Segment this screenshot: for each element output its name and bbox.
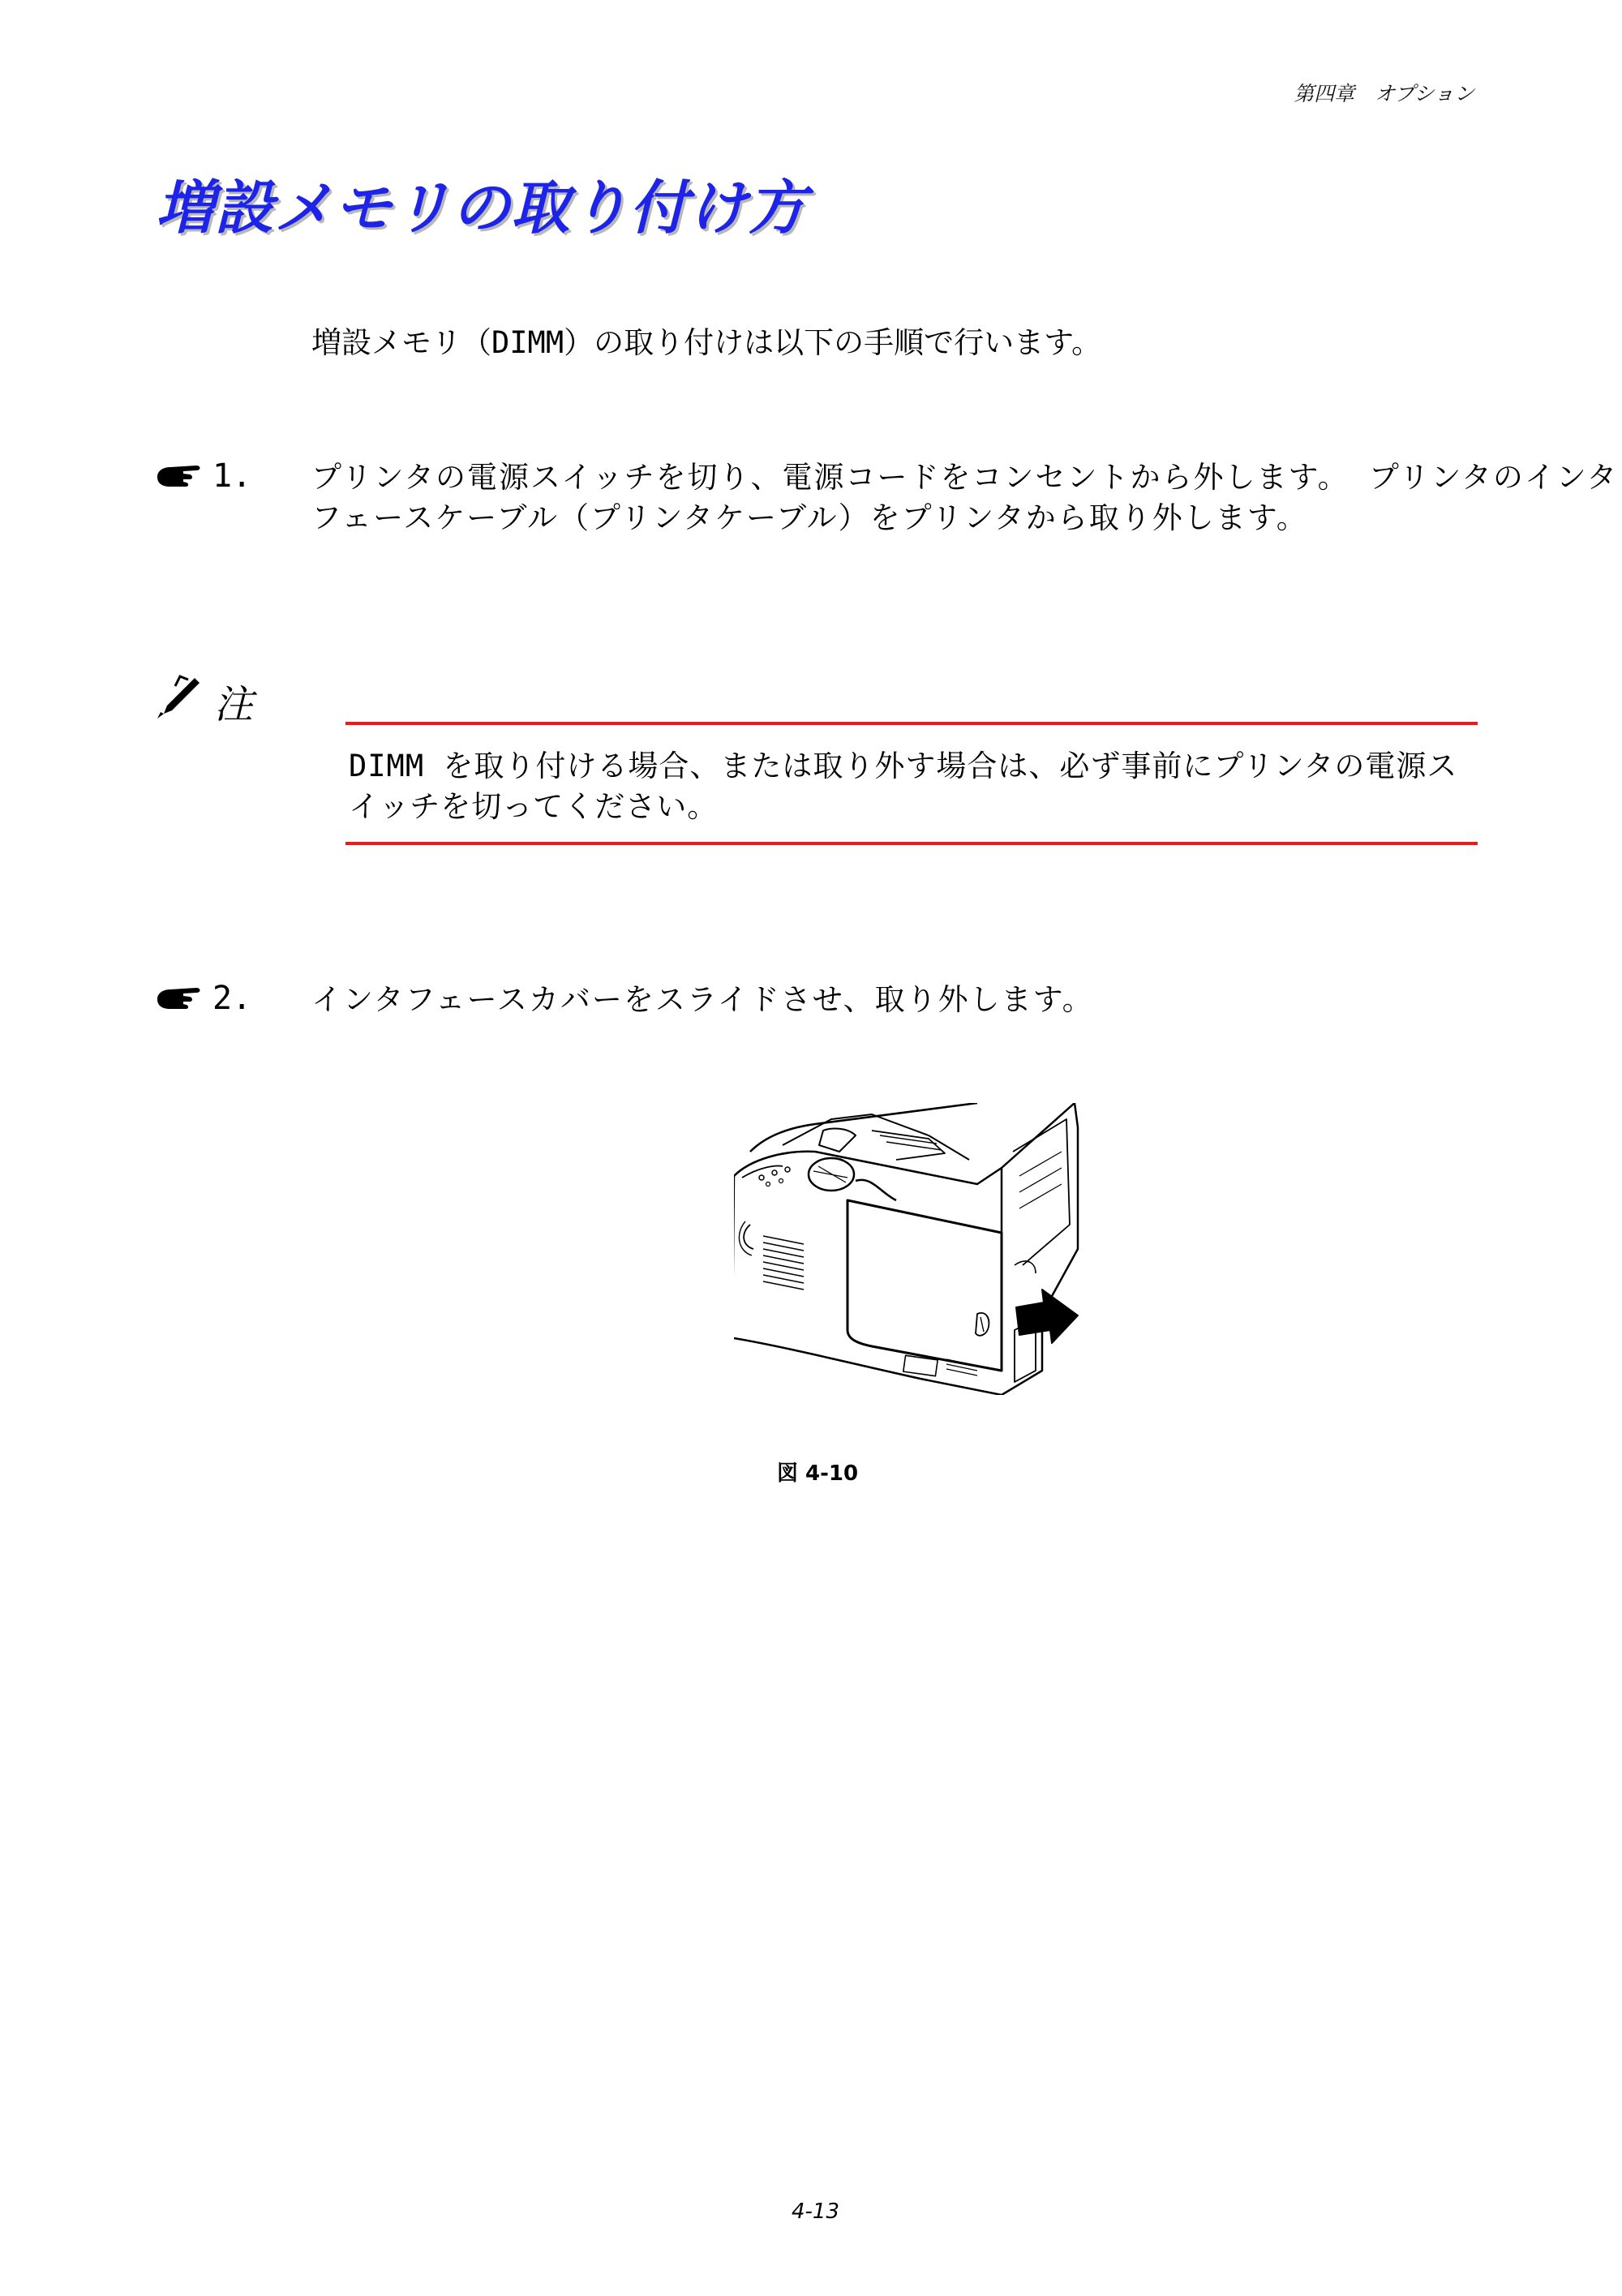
step-text: インタフェースカバーをスライドさせ、取り外します。 <box>311 982 1094 1017</box>
page-number: 4-13 <box>792 2199 840 2224</box>
figure-caption: 図 4-10 <box>777 1461 859 1486</box>
page-title: 増設メモリの取り付け方 <box>156 174 808 242</box>
printer-illustration <box>734 1103 1091 1395</box>
step-number: 2. <box>212 980 252 1017</box>
pointing-hand-icon <box>156 981 204 1011</box>
pen-icon <box>156 675 201 720</box>
pointing-hand-icon <box>156 459 204 488</box>
step-text: プリンタの電源スイッチを切り、電源コードをコンセントから外します。 プリンタのインタフェースケーブル（プリンタケーブル）をプリンタから取り外します。 <box>311 460 1619 535</box>
step-number: 1. <box>212 457 252 495</box>
note-label: 注 <box>214 682 254 727</box>
chapter-header: 第四章 オプション <box>1294 82 1474 105</box>
note-box <box>345 722 1478 845</box>
intro-text: 増設メモリ（DIMM）の取り付けは以下の手順で行います。 <box>311 325 1102 360</box>
note-text: DIMM を取り付ける場合、または取り外す場合は、必ず事前にプリンタの電源スイッチを切ってください。 <box>349 749 1458 824</box>
